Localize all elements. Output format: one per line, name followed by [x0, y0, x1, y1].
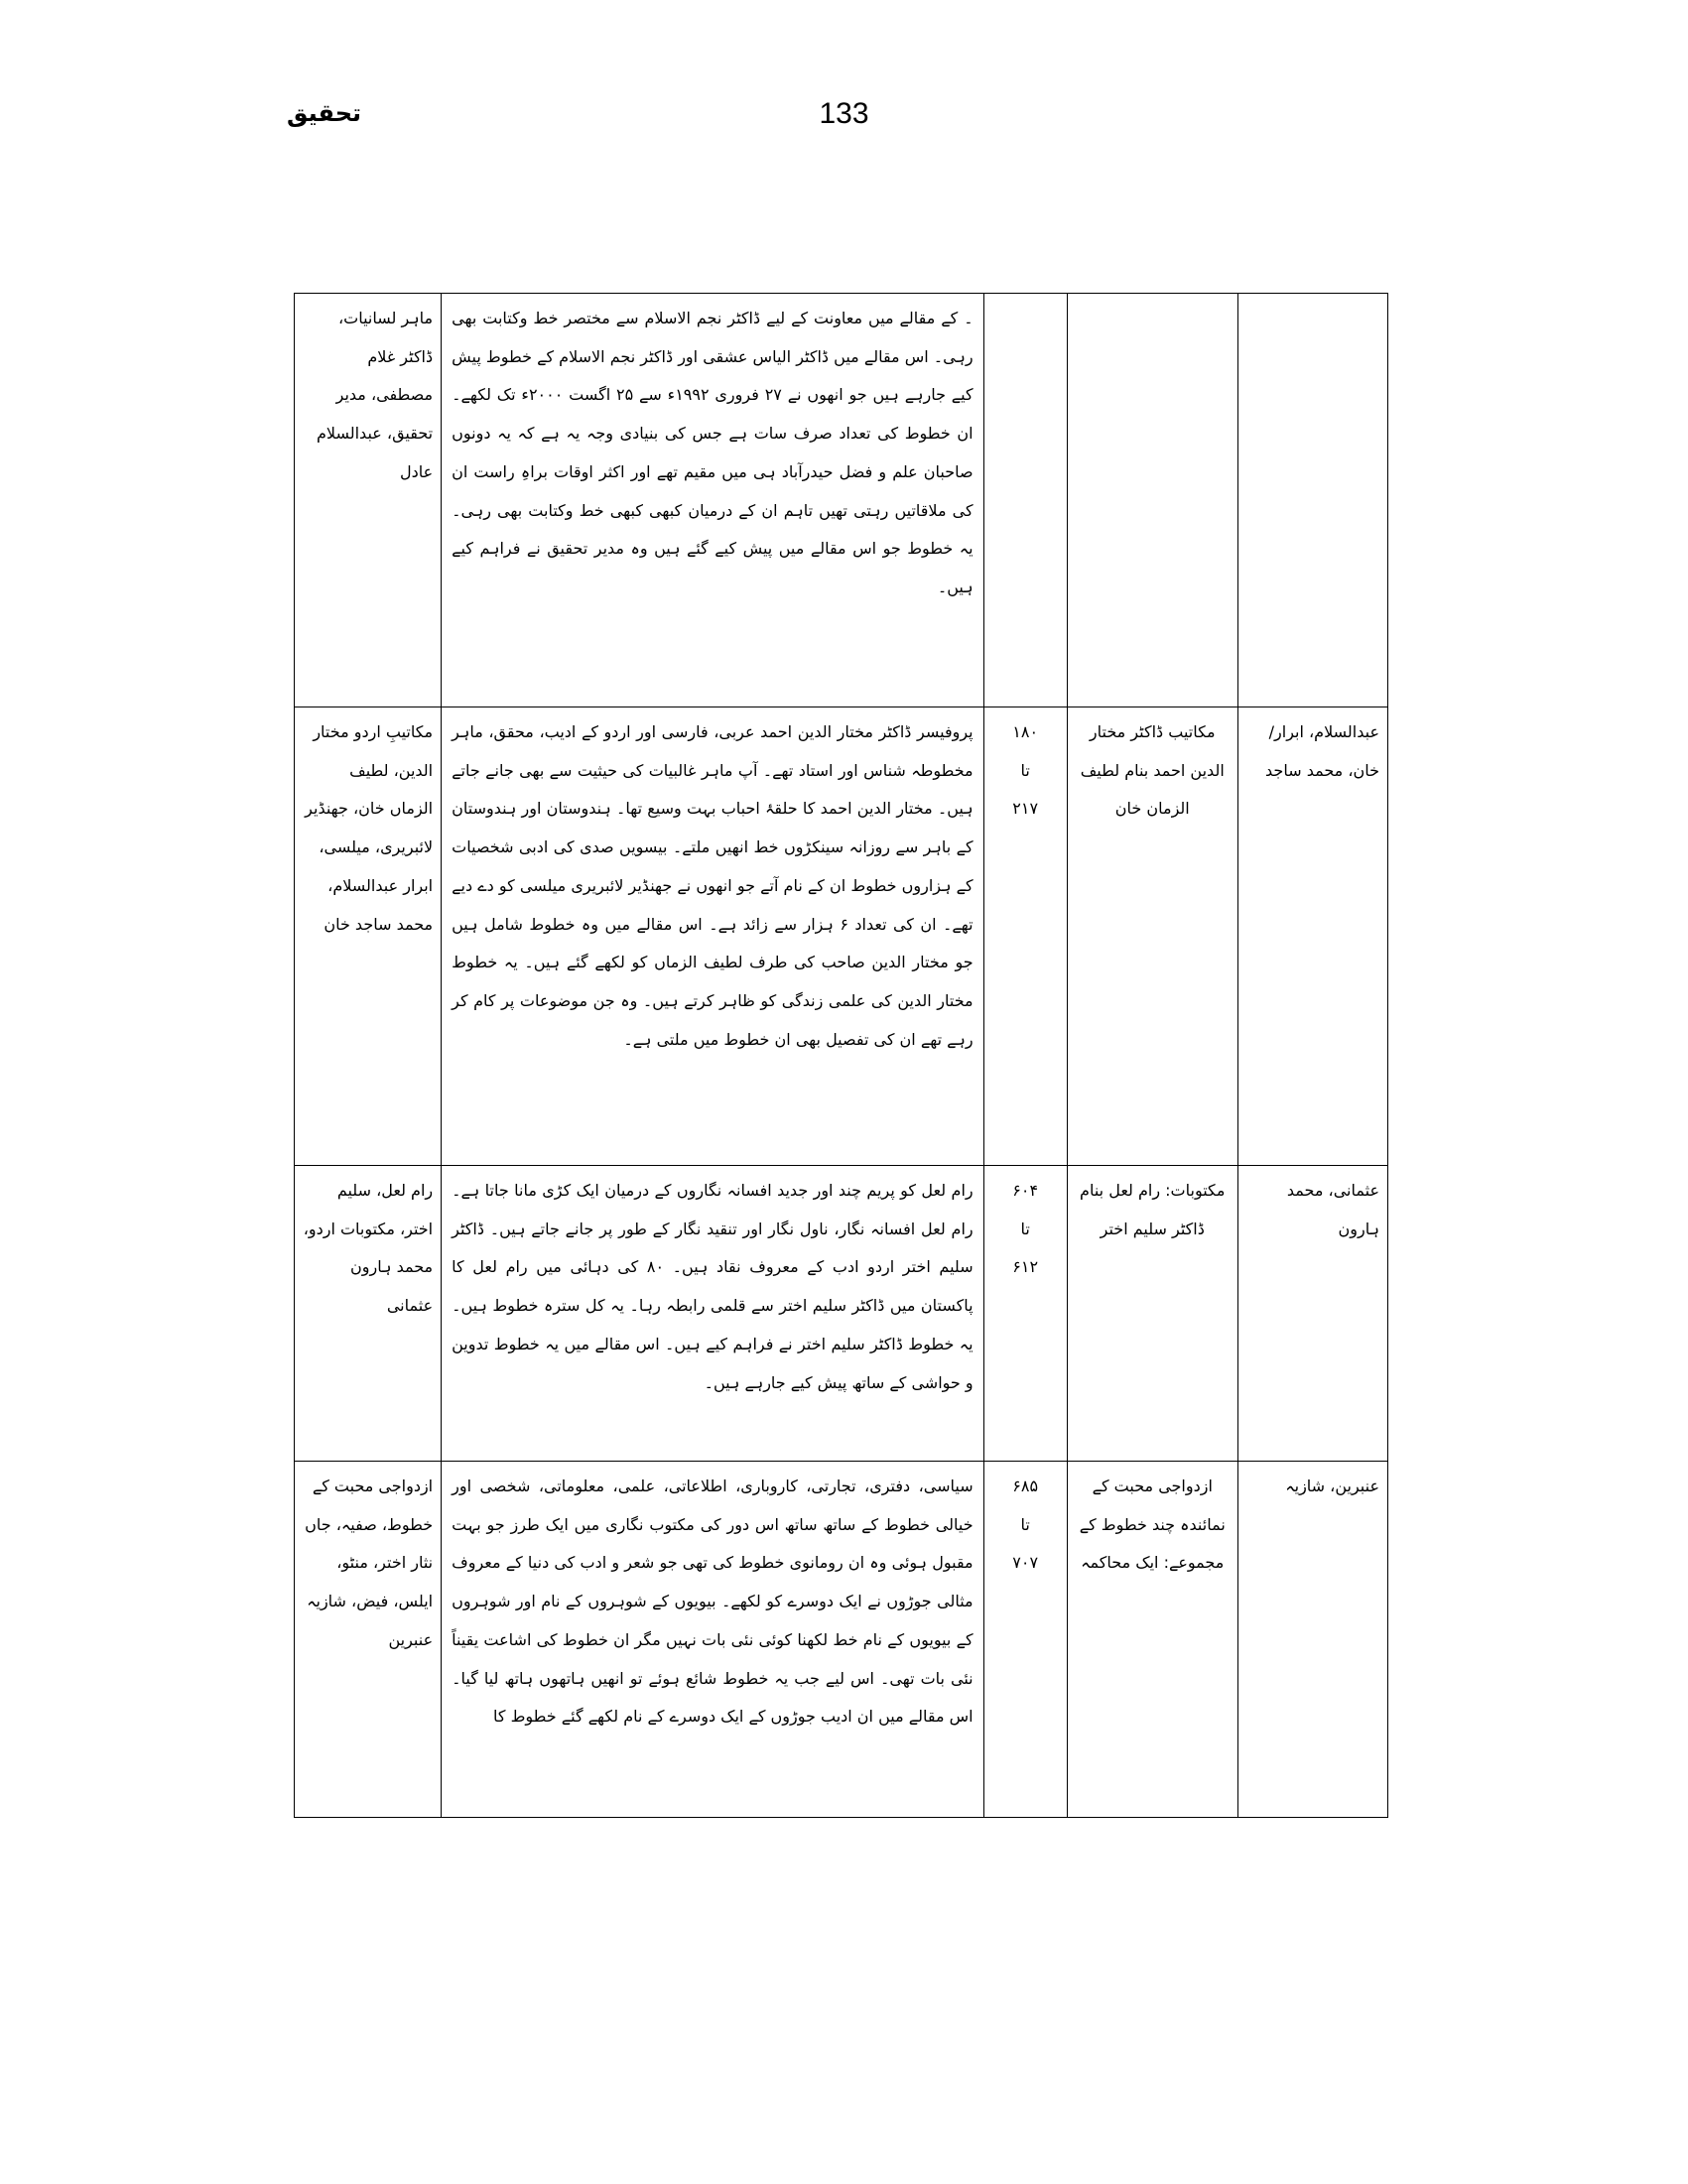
table-row: [295, 707, 1388, 1166]
keywords-text: رام لعل، سلیم اختر، مکتوبات اردو، محمد ہارون عثمانی: [303, 1181, 434, 1316]
page-separator: تا: [1020, 1514, 1030, 1534]
title-text: ازدواجی محبت کے نمائندہ چند خطوط کے مجموعے: ایک محاکمہ: [1079, 1477, 1226, 1573]
keywords-cell: [295, 1166, 442, 1462]
summary-cell: [442, 294, 983, 707]
authors-cell: [1237, 1462, 1387, 1818]
authors-text: عثمانی، محمد ہارون: [1286, 1181, 1379, 1238]
keywords-text: مکاتیبِ اردو مختار الدین، لطیف الزماں خان، جھنڈیر لائبریری، میلسی، ابرار عبدالسلام، محمد ساجد خان: [305, 722, 434, 934]
authors-text: عبدالسلام، ابرار/ خان، محمد ساجد: [1265, 722, 1379, 780]
keywords-cell: [295, 707, 442, 1166]
page-start: ۶۰۴: [1012, 1181, 1039, 1200]
page-end: ۷۰۷: [1012, 1553, 1039, 1573]
page-range: [984, 1462, 1067, 1587]
authors-text: [1238, 294, 1387, 304]
page-end: ۲۱۷: [1012, 799, 1039, 819]
title-cell: [1067, 1166, 1237, 1462]
authors-cell: [1237, 1166, 1387, 1462]
page-separator: تا: [1020, 1219, 1030, 1238]
keywords-cell: [295, 294, 442, 707]
page-start: ۶۸۵: [1012, 1477, 1039, 1495]
authors-text: عنبرین، شازیہ: [1285, 1477, 1379, 1495]
page-range: [984, 1166, 1067, 1291]
page-range: [984, 294, 1067, 304]
bibliography-table: [294, 293, 1388, 1818]
pages-cell: [983, 294, 1067, 707]
page-number: 133: [819, 97, 869, 130]
title-cell: [1067, 1462, 1237, 1818]
summary-text: ۔ کے مقالے میں معاونت کے لیے ڈاکٹر نجم الاسلام سے مختصر خط وکتابت بھی رہی۔ اس مقالے میں ڈاکٹر الیاس عشقی اور ڈاکٹر نجم الاسلام کے خطوط پیش کیے جارہے ہیں جو انھوں نے ۲۷ فروری ۱۹۹۲ء سے ۲۵ اگست ۲۰۰۰ء تک لکھے۔ ان خطوط کی تعداد صرف سات ہے جس کی بنیادی وجہ یہ ہے کہ یہ دونوں صاحبان علم و فضل حیدرآباد ہی میں مقیم تھے اور اکثر اوقات براہِ راست ان کی ملاقاتیں رہتی تھیں تاہم ان کے درمیان کبھی کبھی خط وکتابت بھی رہی۔ یہ خطوط جو اس مقالے میں پیش کیے گئے ہیں وہ مدیر تحقیق نے فراہم کیے ہیں۔: [452, 309, 974, 596]
page-end: ۶۱۲: [1012, 1257, 1039, 1277]
table-row: [295, 1462, 1388, 1818]
keywords-cell: [295, 1462, 442, 1818]
table-row: [295, 294, 1388, 707]
summary-cell: [442, 1462, 983, 1818]
summary-text: رام لعل کو پریم چند اور جدید افسانہ نگاروں کے درمیان ایک کڑی مانا جاتا ہے۔ رام لعل افسانہ نگار، ناول نگار اور تنقید نگار کے طور پر جانے جاتے ہیں۔ ڈاکٹر سلیم اختر اردو ادب کے معروف نقاد ہیں۔ ۸۰ کی دہائی میں رام لعل کا پاکستان میں ڈاکٹر سلیم اختر سے قلمی رابطہ رہا۔ یہ کل سترہ خطوط ہیں۔ یہ خطوط ڈاکٹر سلیم اختر نے فراہم کیے ہیں۔ اس مقالے میں یہ خطوط تدوین و حواشی کے ساتھ پیش کیے جارہے ہیں۔: [452, 1181, 974, 1392]
title-text: مکاتیب ڈاکٹر مختار الدین احمد بنام لطیف الزمان خان: [1080, 722, 1225, 819]
keywords-text: ماہر لسانیات، ڈاکٹر غلام مصطفی، مدیر تحقیق، عبدالسلام عادل: [317, 309, 434, 481]
page-range: [984, 707, 1067, 833]
summary-text: سیاسی، دفتری، تجارتی، کاروباری، اطلاعاتی، علمی، معلوماتی، شخصی اور خیالی خطوط کے ساتھ ساتھ اس دور کی مکتوب نگاری میں ایک طرز جو بہت مقبول ہوئی وہ ان رومانوی خطوط کی تھی جو شعر و ادب کی دنیا کے معروف مثالی جوڑوں نے ایک دوسرے کو لکھے۔ بیویوں کے شوہروں کے نام اور شوہروں کے بیویوں کے نام خط لکھنا کوئی نئی بات نہیں مگر ان خطوط کی اشاعت یقیناً نئی بات تھی۔ اس لیے جب یہ خطوط شائع ہوئے تو انھیں ہاتھوں ہاتھ لیا گیا۔ اس مقالے میں ان ادیب جوڑوں کے ایک دوسرے کے نام لکھے گئے خطوط کا: [452, 1477, 974, 1727]
title-text: [1068, 294, 1237, 304]
summary-cell: [442, 1166, 983, 1462]
summary-text: پروفیسر ڈاکٹر مختار الدین احمد عربی، فارسی اور اردو کے ادیب، محقق، ماہر مخطوطہ شناس اور استاد تھے۔ آپ ماہر غالبیات کی حیثیت سے بھی جانے جاتے ہیں۔ مختار الدین احمد کا حلقۂ احباب بہت وسیع تھا۔ ہندوستان اور ہندوستان کے باہر سے روزانہ سینکڑوں خط انھیں ملتے۔ بیسویں صدی کی ادبی شخصیات کے ہزاروں خطوط ان کے نام آتے جو انھوں نے جھنڈیر لائبریری میلسی کو دے دیے تھے۔ ان کی تعداد ۶ ہزار سے زائد ہے۔ اس مقالے میں وہ خطوط شامل ہیں جو مختار الدین صاحب کی طرف لطیف الزماں کو لکھے گئے ہیں۔ یہ خطوط مختار الدین کی علمی زندگی کو ظاہر کرتے ہیں۔ وہ جن موضوعات پر کام کر رہے تھے ان کی تفصیل بھی ان خطوط میں ملتی ہے۔: [452, 722, 974, 1049]
table-row: [295, 1166, 1388, 1462]
summary-cell: [442, 707, 983, 1166]
pages-cell: [983, 1166, 1067, 1462]
title-cell: [1067, 707, 1237, 1166]
running-head: تحقیق: [286, 99, 361, 127]
pages-cell: [983, 707, 1067, 1166]
keywords-text: ازدواجی محبت کے خطوط، صفیہ، جاں نثار اختر، منٹو، ایلس، فیض، شازیہ عنبرین: [305, 1477, 434, 1649]
title-text: مکتوبات: رام لعل بنام ڈاکٹر سلیم اختر: [1080, 1181, 1226, 1238]
authors-cell: [1237, 707, 1387, 1166]
title-cell: [1067, 294, 1237, 707]
pages-cell: [983, 1462, 1067, 1818]
authors-cell: [1237, 294, 1387, 707]
page-start: ۱۸۰: [1012, 722, 1039, 741]
page-separator: تا: [1020, 760, 1030, 780]
